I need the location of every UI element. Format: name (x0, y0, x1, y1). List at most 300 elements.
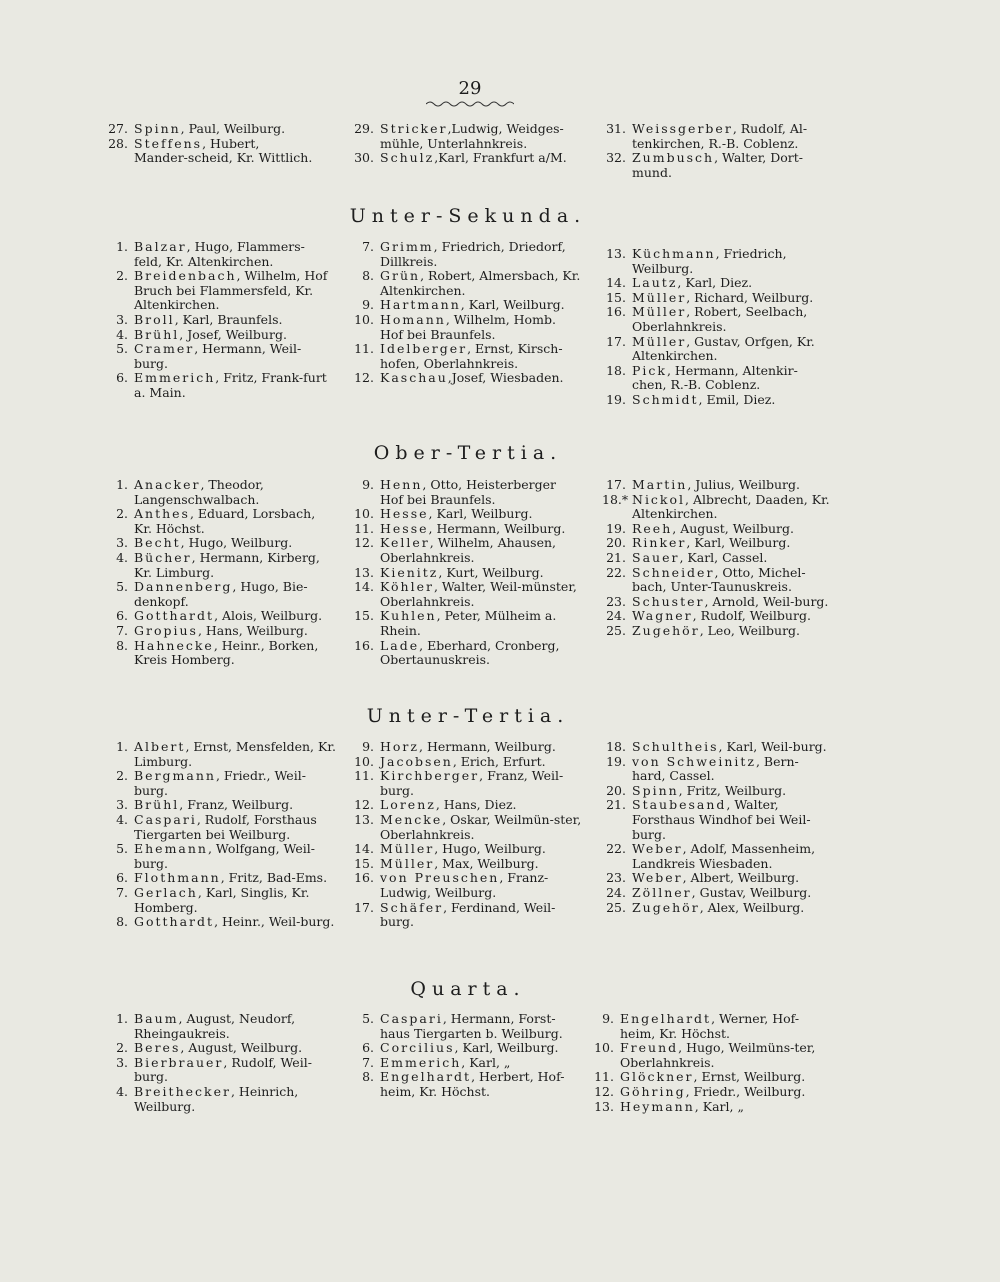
student-surname: Sauer (632, 549, 680, 565)
student-surname: von Preuschen (380, 870, 500, 886)
entry-number: 6. (116, 608, 128, 624)
student-surname: Reeh (632, 520, 673, 536)
student-surname: Balzar (134, 239, 187, 254)
student-surname: Henn (380, 477, 423, 492)
student-entry (602, 493, 832, 522)
entry-number: 9. (362, 297, 374, 313)
student-details: , Karl, Braunfels. (174, 311, 283, 327)
student-surname: Weissgerber (632, 121, 733, 136)
student-details: , Albert, Weilburg. (682, 870, 800, 886)
entry-number: 15. (354, 608, 374, 624)
entry-number: 23. (606, 593, 626, 609)
student-entry (602, 624, 832, 639)
student-details: ,Karl, Frankfurt a/M. (434, 150, 567, 166)
student-entry (104, 137, 316, 166)
student-surname: Corcilius (380, 1040, 455, 1056)
student-details: , Heinrich, Weilburg. (134, 1083, 299, 1114)
student-surname: Glöckner (620, 1069, 694, 1085)
student-entry (602, 842, 830, 871)
student-surname: Nickol (632, 491, 686, 507)
student-details: , Heinr., Weil-burg. (214, 914, 335, 930)
student-entry (350, 507, 582, 522)
student-entry (602, 393, 832, 408)
entry-number: 2. (116, 268, 128, 284)
entry-number: 32. (606, 150, 626, 166)
student-surname: Müller (632, 304, 687, 320)
student-entry (350, 522, 582, 537)
entry-number: 14. (354, 841, 374, 857)
student-entry (104, 328, 332, 343)
student-details: , Paul, Weilburg. (180, 121, 286, 136)
entry-number: 1. (116, 1011, 128, 1026)
student-surname: Steffens (134, 135, 203, 151)
entry-number: 22. (606, 564, 626, 580)
student-details: , Karl, Weil-burg. (718, 739, 827, 754)
entry-number: 6. (116, 870, 128, 886)
entry-number: 13. (354, 564, 374, 580)
student-entry (350, 122, 570, 151)
ober-tertia-column-1 (104, 478, 336, 668)
student-details: ,Josef, Wiesbaden. (447, 370, 564, 386)
student-details: , Rudolf, Weilburg. (692, 608, 811, 624)
entry-number: 28. (108, 135, 128, 151)
student-entry (350, 342, 582, 371)
student-details: , Rudolf, Forsthaus Tiergarten bei Weilburg. (134, 811, 317, 842)
quarta-column-3 (590, 1012, 828, 1114)
student-details: , Adolf, Massenheim, Landkreis Wiesbaden. (632, 841, 816, 871)
student-entry (602, 478, 832, 493)
student-surname: Beres (134, 1040, 181, 1056)
student-entry (602, 755, 830, 784)
entry-number: 21. (606, 797, 626, 813)
entry-number: 10. (354, 506, 374, 522)
unter-sekunda-column-1 (104, 240, 332, 401)
entry-number: 3. (116, 1054, 128, 1070)
student-details: , Ernst, Weilburg. (693, 1069, 806, 1085)
student-surname: Hartmann (380, 297, 461, 313)
entry-number: 5. (116, 579, 128, 595)
student-entry (350, 240, 582, 269)
student-surname: Kuhlen (380, 608, 437, 624)
entry-number: 8. (362, 268, 374, 284)
student-entry (104, 580, 336, 609)
entry-number: 4. (116, 326, 128, 342)
student-details: , Oskar, Weilmün-ster, Oberlahnkreis. (380, 811, 582, 842)
student-entry (602, 305, 832, 334)
student-entry (350, 857, 582, 872)
student-surname: Becht (134, 535, 181, 551)
student-details: , Karl, Diez. (677, 275, 753, 291)
student-details: , Max, Weilburg. (434, 855, 539, 871)
student-details: , Hugo, Weilburg. (434, 841, 546, 857)
student-entry (590, 1041, 828, 1070)
student-details: , Wilhelm, Homb. Hof bei Braunfels. (380, 311, 556, 342)
student-surname: Köhler (380, 579, 434, 595)
student-details: , Alex, Weilburg. (699, 899, 805, 915)
student-details: , Wolfgang, Weil-burg. (134, 841, 315, 871)
entry-number: 14. (606, 275, 626, 291)
prima-column-2 (350, 122, 570, 166)
student-details: , Otto, Michel-bach, Unter-Taunuskreis. (632, 564, 806, 595)
student-surname: Wagner (632, 608, 693, 624)
student-details: , Heinr., Borken, Kreis Homberg. (134, 637, 319, 668)
student-entry (104, 769, 336, 798)
student-details: , Friedrich, Weilburg. (632, 246, 787, 276)
student-surname: Broll (134, 311, 175, 327)
student-details: , Albrecht, Daaden, Kr. Altenkirchen. (632, 491, 830, 522)
student-surname: Dannenberg (134, 579, 233, 595)
student-surname: Schäfer (380, 899, 444, 915)
student-entry (350, 580, 582, 609)
entry-number: 9. (602, 1011, 614, 1026)
student-entry (602, 522, 832, 537)
student-details: , Fritz, Bad-Ems. (220, 870, 328, 886)
student-details: , Hugo, Weilburg. (180, 535, 293, 551)
student-surname: Heymann (620, 1098, 695, 1114)
student-details: , Franz, Weilburg. (179, 797, 294, 813)
student-entry (104, 798, 336, 813)
student-surname: Schneider (632, 564, 715, 580)
entry-number: 15. (354, 855, 374, 871)
student-entry (350, 813, 582, 842)
unter-sekunda-column-2 (350, 240, 582, 386)
student-entry (350, 901, 582, 930)
student-details: , Kurt, Weilburg. (438, 564, 544, 580)
student-details: , Hermann, Weil-burg. (134, 341, 302, 371)
student-entry (104, 342, 332, 371)
student-details: , Hermann, Forst-haus Tiergarten b. Weilburg. (380, 1011, 563, 1041)
student-surname: Pick (632, 362, 667, 378)
student-entry (350, 269, 582, 298)
student-surname: Engelhardt (620, 1011, 712, 1026)
student-surname: Rinker (632, 535, 687, 551)
student-details: , Hermann, Weilburg. (419, 739, 556, 754)
student-entry (602, 871, 830, 886)
entry-number: 12. (354, 797, 374, 813)
student-surname: Idelberger (380, 341, 468, 357)
student-entry (350, 1056, 582, 1071)
entry-number: 16. (606, 304, 626, 320)
entry-number: 3. (116, 797, 128, 813)
student-surname: Zöllner (632, 884, 692, 900)
student-surname: Kirchberger (380, 768, 480, 784)
student-details: , Erich, Erfurt. (452, 753, 546, 769)
student-entry (350, 609, 582, 638)
student-entry (602, 364, 832, 393)
entry-number: 12. (354, 535, 374, 551)
student-details: , Karl, „ (694, 1098, 744, 1114)
student-details: , Friedr., Weilburg. (685, 1083, 806, 1099)
student-details: , Herbert, Hof-heim, Kr. Höchst. (380, 1069, 565, 1099)
student-surname: Kaschau (380, 370, 448, 386)
entry-number: 2. (116, 506, 128, 522)
student-surname: Homann (380, 311, 446, 327)
student-entry (104, 624, 336, 639)
entry-number: 5. (362, 1011, 374, 1026)
student-surname: Schulz (380, 150, 435, 166)
student-surname: Schultheis (632, 739, 719, 754)
student-entry (350, 1041, 582, 1056)
student-surname: von Schweinitz (632, 753, 756, 769)
student-surname: Ehemann (134, 841, 208, 857)
student-entry (602, 609, 832, 624)
student-details: , Leo, Weilburg. (699, 622, 801, 638)
student-entry (104, 313, 332, 328)
student-entry (104, 536, 336, 551)
entry-number: 1. (116, 739, 128, 754)
student-surname: Hesse (380, 506, 429, 522)
student-surname: Gotthardt (134, 608, 215, 624)
student-details: , Walter, Weil-münster, Oberlahnkreis. (380, 579, 577, 609)
student-surname: Zumbusch (632, 150, 715, 166)
entry-number: 8. (362, 1069, 374, 1085)
entry-number: 8. (116, 914, 128, 930)
student-surname: Mencke (380, 811, 443, 827)
student-details: , August, Weilburg. (180, 1040, 303, 1056)
student-surname: Schuster (632, 593, 705, 609)
student-details: , Hans, Diez. (435, 797, 517, 813)
student-surname: Albert (134, 739, 186, 754)
student-surname: Caspari (380, 1011, 443, 1026)
student-entry (590, 1070, 828, 1085)
entry-number: 11. (354, 768, 374, 784)
entry-number: 23. (606, 870, 626, 886)
prima-column-1 (104, 122, 316, 166)
student-entry (104, 813, 336, 842)
entry-number: 17. (354, 899, 374, 915)
student-surname: Zugehör (632, 899, 700, 915)
student-entry (602, 595, 832, 610)
student-details: , Hugo, Flammers-feld, Kr. Altenkirchen. (134, 239, 305, 269)
student-surname: Cramer (134, 341, 195, 357)
student-details: , Julius, Weilburg. (687, 477, 800, 492)
student-surname: Müller (380, 855, 435, 871)
student-details: , Eberhard, Cronberg, Obertaunuskreis. (380, 637, 560, 668)
student-details: , Ernst, Mensfelden, Kr. Limburg. (134, 739, 336, 769)
student-details: , Walter, Dort-mund. (632, 150, 804, 180)
student-entry (590, 1100, 828, 1115)
student-surname: Bücher (134, 549, 192, 565)
student-entry (602, 740, 830, 755)
student-details: , August, Neudorf, Rheingaukreis. (134, 1011, 296, 1041)
student-details: , Franz-Ludwig, Weilburg. (380, 870, 549, 900)
student-details: , Friedrich, Driedorf, Dillkreis. (380, 239, 566, 269)
section-heading-quarta: Quarta. (410, 978, 526, 1000)
student-details: ,Ludwig, Weidges-mühle, Unterlahnkreis. (380, 121, 564, 151)
student-entry (104, 478, 336, 507)
student-details: , Richard, Weilburg. (686, 289, 814, 305)
entry-number: 19. (606, 391, 626, 407)
entry-number: 9. (362, 477, 374, 492)
student-details: , Ferdinand, Weil-burg. (380, 899, 556, 930)
student-details: , Karl, „ (461, 1054, 511, 1070)
student-entry (104, 886, 336, 915)
quarta-column-1 (104, 1012, 336, 1114)
student-surname: Grün (380, 268, 421, 284)
student-details: , Karl, Weilburg. (460, 297, 565, 313)
student-surname: Schmidt (632, 391, 699, 407)
student-surname: Müller (632, 289, 687, 305)
entry-number: 13. (594, 1098, 614, 1114)
entry-number: 14. (354, 579, 374, 595)
student-surname: Caspari (134, 811, 197, 827)
ober-tertia-column-3 (602, 478, 832, 639)
entry-number: 2. (116, 1040, 128, 1056)
student-surname: Brühl (134, 326, 180, 342)
entry-number: 17. (606, 477, 626, 492)
ober-tertia-column-2 (350, 478, 582, 668)
student-entry (104, 122, 316, 137)
student-surname: Kienitz (380, 564, 439, 580)
student-entry (350, 151, 570, 166)
student-entry (350, 566, 582, 581)
unter-tertia-column-3 (602, 740, 830, 915)
student-details: , Arnold, Weil-burg. (704, 593, 829, 609)
student-details: , Theodor, Langenschwalbach. (134, 477, 264, 507)
student-details: , Karl, Weilburg. (686, 535, 791, 551)
student-entry (104, 842, 336, 871)
entry-number: 21. (606, 549, 626, 565)
entry-number: 15. (606, 289, 626, 305)
student-entry (104, 1085, 336, 1114)
entry-number: 12. (354, 370, 374, 386)
student-entry (350, 740, 582, 755)
student-surname: Grimm (380, 239, 434, 254)
student-surname: Küchmann (632, 246, 716, 261)
student-details: , Fritz, Frank-furt a. Main. (134, 370, 327, 400)
student-details: , Wilhelm, Ahausen, Oberlahnkreis. (380, 535, 557, 565)
entry-number: 10. (354, 753, 374, 769)
student-entry (104, 871, 336, 886)
entry-number: 25. (606, 899, 626, 915)
student-details: , Karl, Singlis, Kr. Homberg. (134, 884, 310, 915)
entry-number: 9. (362, 739, 374, 754)
entry-number: 16. (354, 637, 374, 653)
student-details: , Rudolf, Al-tenkirchen, R.-B. Coblenz. (632, 121, 808, 151)
entry-number: 31. (606, 121, 626, 136)
student-surname: Stricker (380, 121, 448, 136)
student-surname: Spinn (632, 782, 679, 798)
student-entry (350, 871, 582, 900)
student-surname: Engelhardt (380, 1069, 472, 1085)
student-details: , Robert, Seelbach, Oberlahnkreis. (632, 304, 808, 334)
student-details: , Bern-hard, Cassel. (632, 753, 799, 784)
student-entry (350, 769, 582, 798)
entry-number: 7. (362, 1054, 374, 1070)
entry-number: 7. (116, 622, 128, 638)
student-entry (350, 842, 582, 857)
student-details: , Emil, Diez. (698, 391, 776, 407)
unter-tertia-column-1 (104, 740, 336, 930)
student-details: , Alois, Weilburg. (214, 608, 323, 624)
student-details: , Karl, Weilburg. (428, 506, 533, 522)
student-surname: Müller (380, 841, 435, 857)
entry-number: 6. (116, 370, 128, 386)
student-details: , Wilhelm, Hof Bruch bei Flammersfeld, Kr. Altenkirchen. (134, 268, 328, 313)
student-entry (602, 335, 832, 364)
student-surname: Hesse (380, 520, 429, 536)
student-details: , Hermann, Weilburg. (428, 520, 566, 536)
student-entry (602, 551, 832, 566)
student-details: , Hans, Weilburg. (197, 622, 308, 638)
entry-number: 4. (116, 811, 128, 827)
prima-column-3 (602, 122, 828, 180)
student-entry (104, 1012, 336, 1041)
student-details: , Otto, Heisterberger Hof bei Braunfels. (380, 477, 556, 507)
student-entry (104, 1041, 336, 1056)
student-surname: Horz (380, 739, 419, 754)
student-details: , Werner, Hof-heim, Kr. Höchst. (620, 1011, 800, 1041)
student-surname: Anthes (134, 506, 190, 522)
student-surname: Flothmann (134, 870, 221, 886)
student-surname: Müller (632, 333, 687, 349)
student-surname: Keller (380, 535, 430, 551)
student-surname: Göhring (620, 1083, 686, 1099)
student-surname: Breithecker (134, 1083, 231, 1099)
entry-number: 10. (354, 311, 374, 327)
section-heading-unter-tertia: Unter-Tertia. (366, 705, 570, 727)
student-surname: Lorenz (380, 797, 436, 813)
quarta-column-2 (350, 1012, 582, 1100)
student-surname: Staubesand (632, 797, 727, 813)
entry-number: 27. (108, 121, 128, 136)
student-entry (602, 151, 828, 180)
student-surname: Hahnecke (134, 637, 214, 653)
entry-number: 10. (594, 1040, 614, 1056)
entry-number: 7. (362, 239, 374, 254)
student-details: , Franz, Weil-burg. (380, 768, 564, 798)
student-entry (104, 740, 336, 769)
student-entry (350, 755, 582, 770)
student-entry (350, 798, 582, 813)
student-surname: Lautz (632, 275, 678, 291)
entry-number: 13. (606, 246, 626, 261)
section-heading-unter-sekunda: Unter-Sekunda. (349, 205, 587, 227)
entry-number: 11. (354, 341, 374, 357)
entry-number: 12. (594, 1083, 614, 1099)
student-entry (104, 507, 336, 536)
entry-number: 1. (116, 477, 128, 492)
entry-number: 11. (354, 520, 374, 536)
entry-number: 19. (606, 520, 626, 536)
entry-number: 24. (606, 608, 626, 624)
student-entry (602, 291, 832, 306)
student-entry (350, 478, 582, 507)
student-surname: Brühl (134, 797, 180, 813)
student-entry (590, 1012, 828, 1041)
student-entry (104, 551, 336, 580)
student-surname: Emmerich (380, 1054, 462, 1070)
student-entry (602, 886, 830, 901)
student-surname: Freund (620, 1040, 679, 1056)
student-surname: Emmerich (134, 370, 216, 386)
student-details: , Rudolf, Weil-burg. (134, 1054, 312, 1085)
student-details: , Eduard, Lorsbach, Kr. Höchst. (134, 506, 316, 536)
entry-number: 11. (594, 1069, 614, 1085)
student-entry (350, 371, 582, 386)
student-entry (104, 915, 336, 930)
student-entry (350, 298, 582, 313)
entry-number: 17. (606, 333, 626, 349)
student-surname: Bergmann (134, 768, 216, 784)
entry-number: 3. (116, 535, 128, 551)
entry-number: 2. (116, 768, 128, 784)
student-entry (350, 1012, 582, 1041)
student-surname: Spinn (134, 121, 181, 136)
entry-number: 7. (116, 884, 128, 900)
entry-number: 20. (606, 782, 626, 798)
entry-number: 22. (606, 841, 626, 857)
